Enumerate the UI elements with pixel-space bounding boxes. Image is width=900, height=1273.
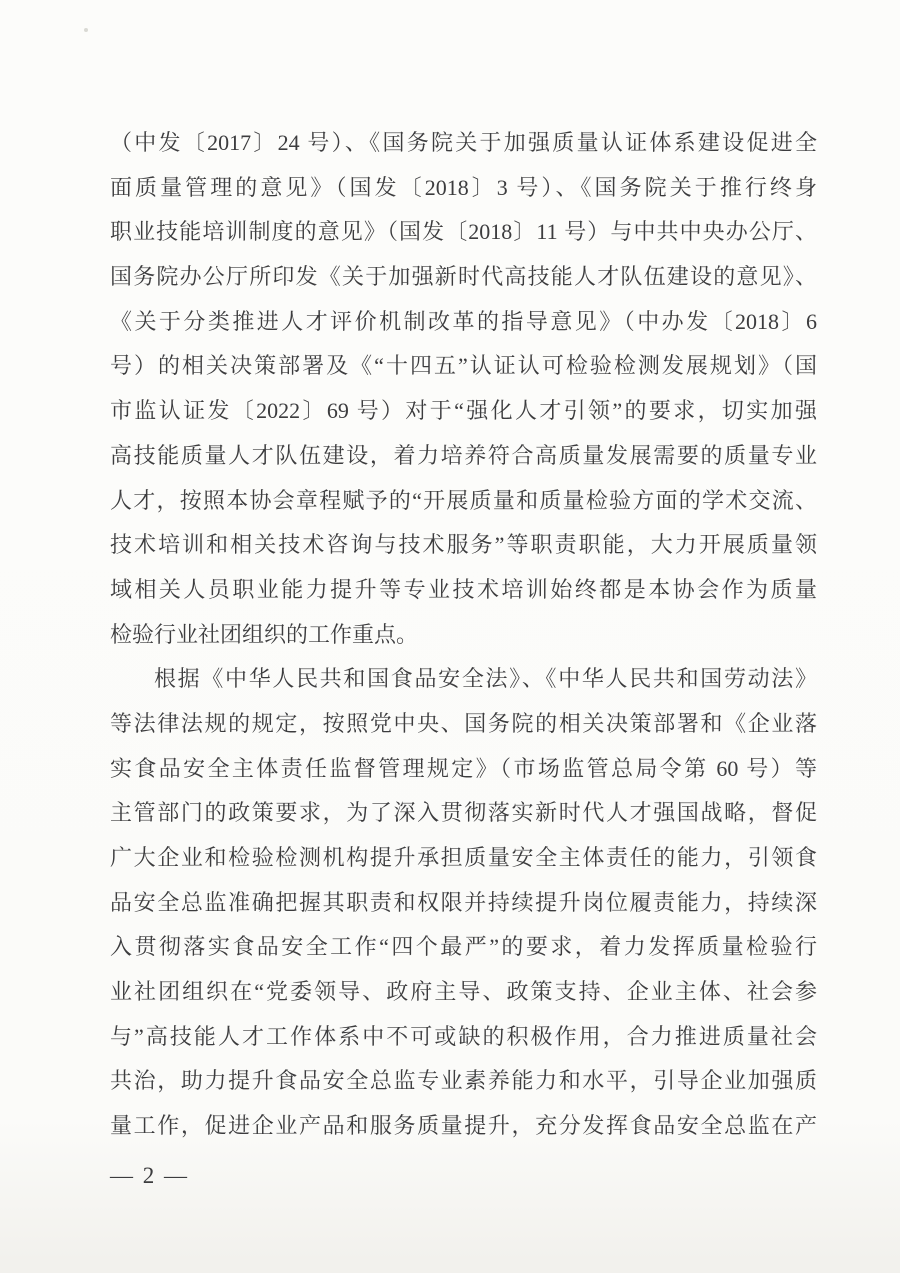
text-line: 检验行业社团组织的工作重点。 xyxy=(110,621,419,647)
text-line: 实食品安全主体责任监督管理规定》（市场监管总局令第 60 号）等 xyxy=(110,755,817,781)
text-line: 广大企业和检验检测机构提升承担质量安全主体责任的能力，引领食 xyxy=(110,845,817,870)
text-line: 号）的相关决策部署及《“十四五”认证认可检验检测发展规划》（国 xyxy=(110,353,817,379)
text-line: 业社团组织在“党委领导、政府主导、政策支持、企业主体、社会参 xyxy=(110,979,817,1005)
text-line: 市监认证发〔2022〕69 号）对于“强化人才引领”的要求，切实加强 xyxy=(110,398,817,424)
scan-noise-speck xyxy=(84,28,88,32)
text-line: 等法律法规的规定，按照党中央、国务院的相关决策部署和《企业落 xyxy=(110,710,817,736)
document-text-block xyxy=(110,121,817,1149)
text-line: 域相关人员职业能力提升等专业技术培训始终都是本协会作为质量 xyxy=(110,576,817,602)
text-line: 品安全总监准确把握其职责和权限并持续提升岗位履责能力，持续深 xyxy=(110,889,817,915)
text-line: 面质量管理的意见》（国发〔2018〕3 号）、《国务院关于推行终身 xyxy=(110,174,817,200)
text-line: 人才，按照本协会章程赋予的“开展质量和质量检验方面的学术交流、 xyxy=(110,487,817,513)
text-line: 主管部门的政策要求，为了深入贯彻落实新时代人才强国战略，督促 xyxy=(110,800,817,826)
text-line: 国务院办公厅所印发《关于加强新时代高技能人才队伍建设的意见》、 xyxy=(110,264,817,290)
text-line: 职业技能培训制度的意见》（国发〔2018〕11 号）与中共中央办公厅、 xyxy=(110,219,817,245)
text-line: 量工作，促进企业产品和服务质量提升，充分发挥食品安全总监在产 xyxy=(110,1113,817,1139)
text-line: 高技能质量人才队伍建设，着力培养符合高质量发展需要的质量专业 xyxy=(110,442,817,468)
text-line: 入贯彻落实食品安全工作“四个最严”的要求，着力发挥质量检验行 xyxy=(110,934,817,960)
text-line: 与”高技能人才工作体系中不可或缺的积极作用，合力推进质量社会 xyxy=(110,1023,817,1049)
text-line: 共治，助力提升食品安全总监专业素养能力和水平，引导企业加强质 xyxy=(110,1068,817,1094)
text-line: 根据《中华人民共和国食品安全法》、《中华人民共和国劳动法》 xyxy=(154,666,817,692)
text-line: 《关于分类推进人才评价机制改革的指导意见》（中办发〔2018〕6 xyxy=(110,308,817,334)
text-line: （中发〔2017〕24 号）、《国务院关于加强质量认证体系建设促进全 xyxy=(110,130,817,155)
text-line: 技术培训和相关技术咨询与技术服务”等职责职能，大力开展质量领 xyxy=(110,532,817,558)
page-number: — 2 — xyxy=(110,1163,189,1188)
